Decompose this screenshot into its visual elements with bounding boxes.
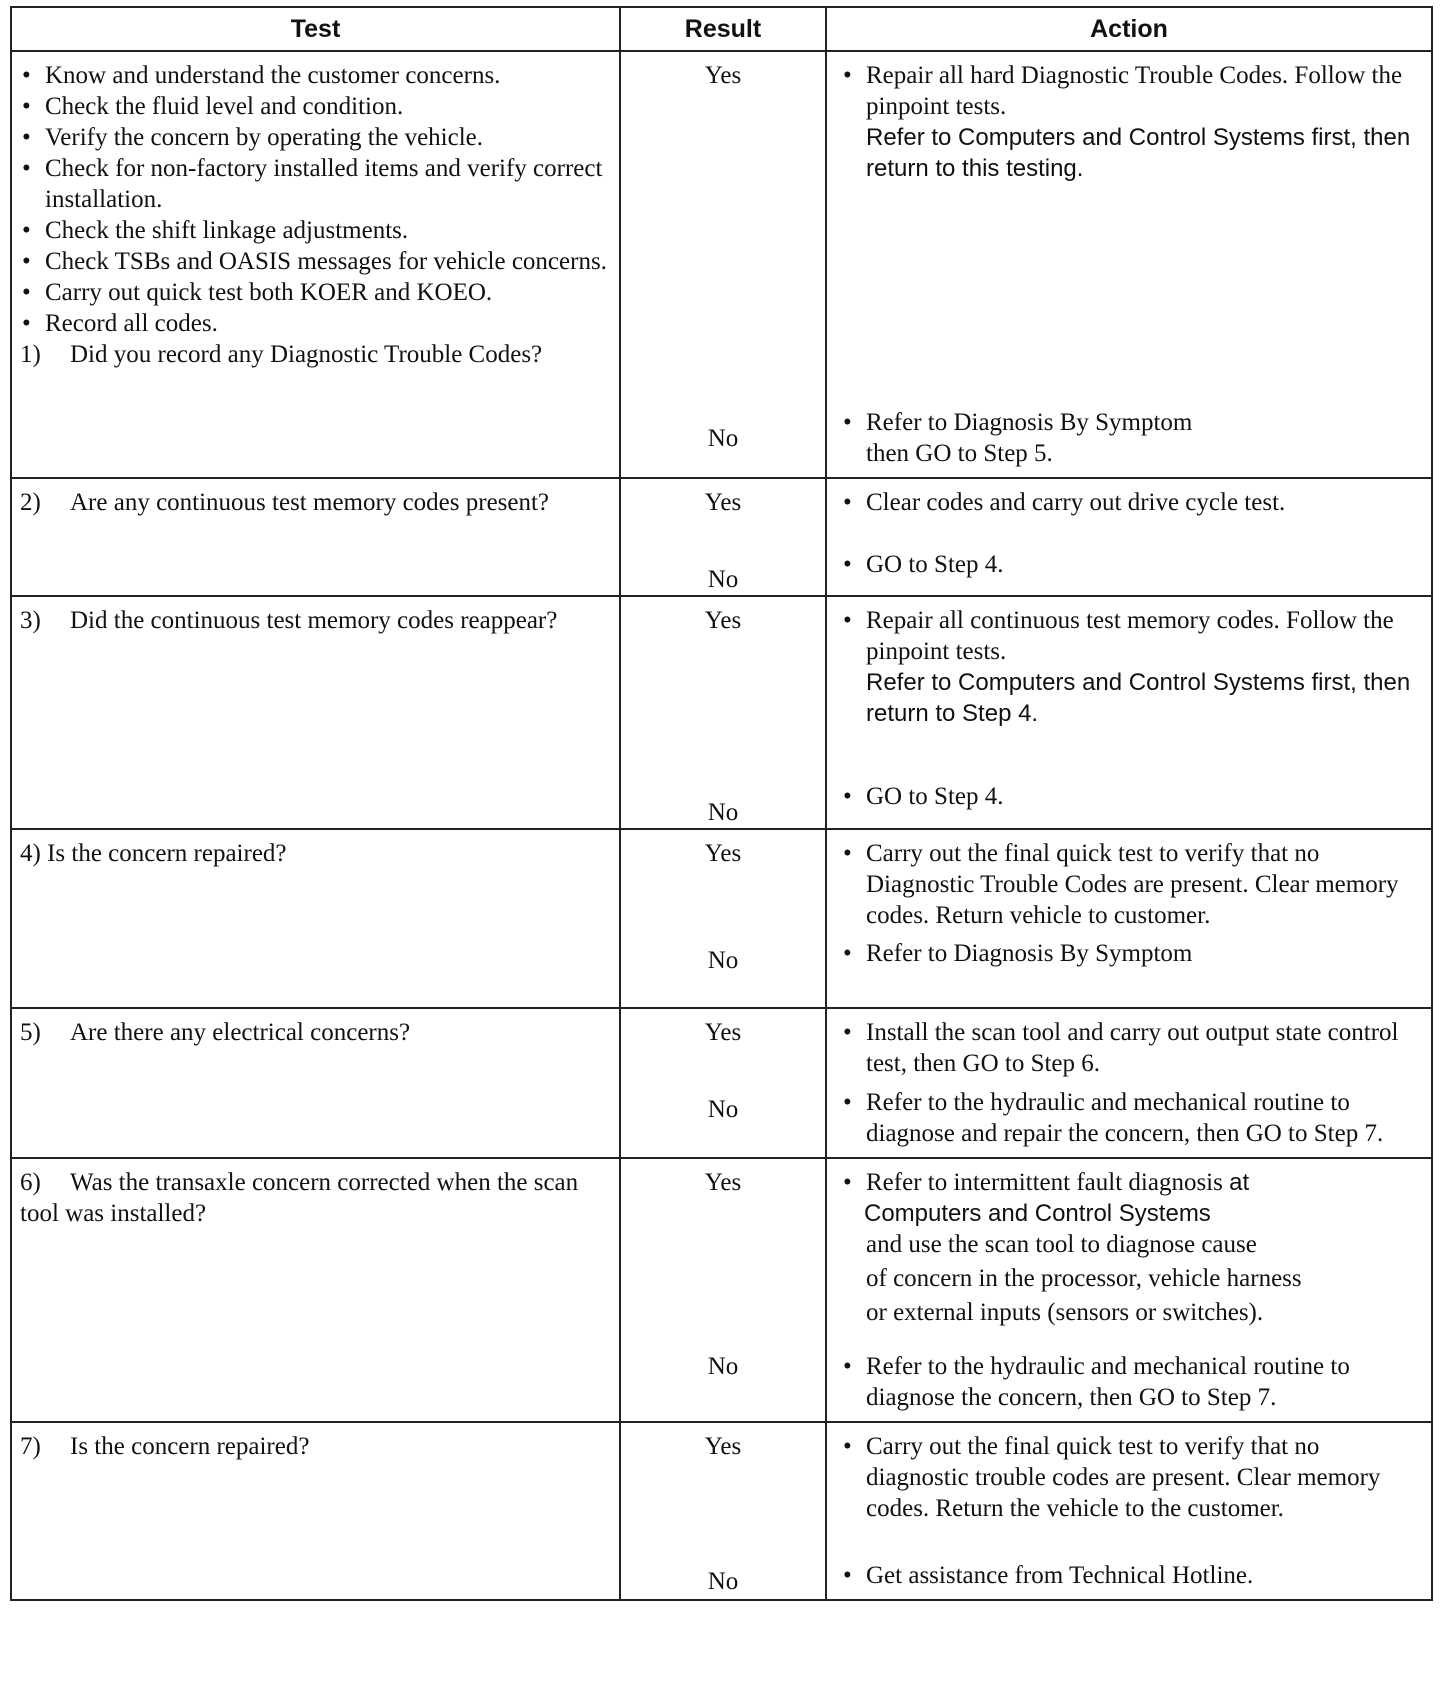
result-no: No [707,799,739,826]
question-text: Is the concern repaired? [70,1433,310,1460]
action-bullet: • Refer to the hydraulic and mechanical routine to diagnose the concern, then GO to Step 7. [841,1351,1423,1413]
test-cell-6 [11,1158,620,1422]
step-number: 4) [20,840,41,867]
header-row [11,7,1432,51]
result-no: No [707,566,739,593]
action-bullet: • Refer to the hydraulic and mechanical routine to diagnose and repair the concern, then GO to Step 7. [841,1087,1423,1149]
action-bullet: • Carry out the final quick test to verify that no diagnostic trouble codes are present. Clear memory codes. Return the vehicle to the customer. [841,1431,1423,1524]
question-text: Are there any electrical concerns? [70,1019,411,1046]
step-number: 5) [20,1019,41,1046]
step-number: 6) [20,1169,41,1196]
action-cell-2 [826,478,1432,596]
action-text: or external inputs (sensors or switches). [866,1299,1264,1326]
result-yes: Yes [704,1169,742,1196]
action-cell-3 [826,596,1432,829]
action-bullet: • GO to Step 4. [841,781,1423,812]
action-bullet: • Carry out the final quick test to verify that no Diagnostic Trouble Codes are present. Clear memory codes. Return vehicle to customer. [841,838,1423,931]
test-bullet: • Verify the concern by operating the vehicle. [20,122,609,153]
result-yes: Yes [704,489,742,516]
step-number: 7) [20,1433,41,1460]
result-cell-4 [620,829,826,1008]
table-row [11,1422,1432,1600]
step-number: 2) [20,489,41,516]
test-bullet: • Know and understand the customer concerns. [20,60,609,91]
result-yes: Yes [704,1433,742,1460]
result-no: No [707,1353,739,1380]
test-question [20,838,609,869]
test-bullet: • Carry out quick test both KOER and KOEO. [20,277,609,308]
table-row [11,1158,1432,1422]
result-no: No [707,1568,739,1595]
result-cell-3 [620,596,826,829]
result-no: No [707,1096,739,1123]
header-action: Action [826,7,1432,51]
result-yes: Yes [704,62,742,89]
test-question [20,339,609,370]
action-reference: Refer to Computers and Control Systems first, then return to Step 4. [866,669,1411,727]
result-yes: Yes [704,607,742,634]
result-cell-6 [620,1158,826,1422]
action-bullet: • Install the scan tool and carry out output state control test, then GO to Step 6. [841,1017,1423,1079]
test-question [20,1167,609,1229]
action-cell-5 [826,1008,1432,1158]
action-cell-1 [826,51,1432,478]
test-cell-5 [11,1008,620,1158]
action-reference: Computers and Control Systems [864,1200,1211,1227]
test-bullet: • Check the shift linkage adjustments. [20,215,609,246]
diagnostic-table [10,6,1433,1601]
test-question [20,605,609,636]
action-bullet: • Repair all hard Diagnostic Trouble Codes. Follow the pinpoint tests. [841,60,1423,122]
test-bullet: • Record all codes. [20,308,609,339]
action-bullet: • Refer to Diagnosis By Symptom [841,938,1423,969]
action-cell-7 [826,1422,1432,1600]
action-bullet: • Repair all continuous test memory codes. Follow the pinpoint tests. [841,605,1423,667]
result-cell-1 [620,51,826,478]
question-text: Is the concern repaired? [47,840,287,867]
test-question [20,1017,609,1048]
step-number: 3) [20,607,41,634]
table-row [11,829,1432,1008]
result-no: No [707,947,739,974]
question-text: Are any continuous test memory codes present? [70,489,550,516]
test-bullet: • Check for non-factory installed items and verify correct installation. [20,153,609,215]
table-row [11,478,1432,596]
action-reference: Refer to Computers and Control Systems first, then return to this testing. [866,124,1411,182]
test-question [20,487,609,518]
result-yes: Yes [704,1019,742,1046]
result-no: No [707,425,739,452]
action-text: and use the scan tool to diagnose cause [866,1231,1257,1258]
result-cell-5 [620,1008,826,1158]
test-cell-4 [11,829,620,1008]
header-result: Result [620,7,826,51]
result-cell-7 [620,1422,826,1600]
test-cell-1 [11,51,620,478]
question-text: Was the transaxle concern corrected when the scan tool was installed? [20,1169,579,1227]
question-text: Did the continuous test memory codes reappear? [70,607,558,634]
table-row [11,51,1432,478]
action-cell-6 [826,1158,1432,1422]
action-bullet: • Refer to Diagnosis By Symptom then GO to Step 5. [841,407,1226,469]
test-question [20,1431,609,1462]
test-cell-7 [11,1422,620,1600]
step-number: 1) [20,341,41,368]
header-test: Test [11,7,620,51]
result-cell-2 [620,478,826,596]
action-bullet: • GO to Step 4. [841,549,1423,580]
action-text: of concern in the processor, vehicle harness [866,1265,1302,1292]
action-bullet: • Clear codes and carry out drive cycle test. [841,487,1423,518]
test-bullet: • Check the fluid level and condition. [20,91,609,122]
test-bullet: • Check TSBs and OASIS messages for vehicle concerns. [20,246,609,277]
table-row [11,1008,1432,1158]
test-cell-2 [11,478,620,596]
table-row [11,596,1432,829]
question-text: Did you record any Diagnostic Trouble Codes? [70,341,543,368]
result-yes: Yes [704,840,742,867]
action-bullet: • Refer to intermittent fault diagnosis at [841,1167,1423,1198]
action-cell-4 [826,829,1432,1008]
action-bullet: • Get assistance from Technical Hotline. [841,1560,1423,1591]
test-cell-3 [11,596,620,829]
